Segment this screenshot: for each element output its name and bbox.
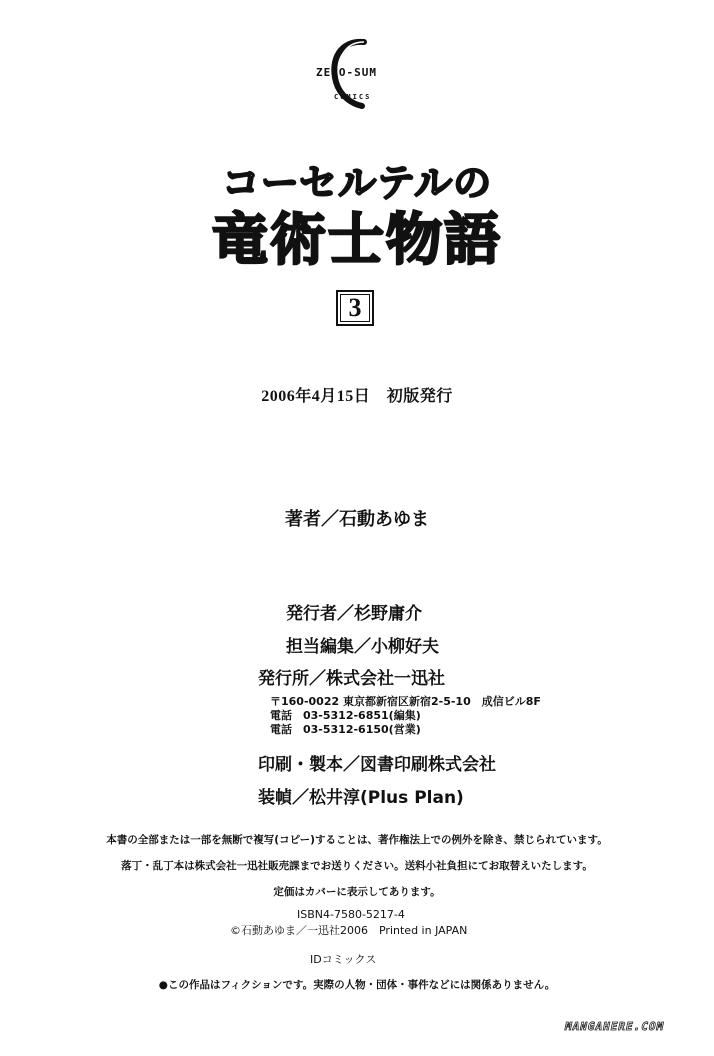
address-tel-editorial: 電話 03-5312-6851(編集) [270,709,421,722]
editor-line: 担当編集／小柳好夫 [286,637,439,657]
logo-c-mark [300,38,410,128]
publish-date: 2006年4月15日 初版発行 [261,388,453,405]
imprint: IDコミックス [310,953,377,966]
price-notice: 定価はカバーに表示してあります。 [273,886,441,898]
title-line-2: 竜術士物語 [212,208,502,273]
title-line-1: コーセルテルの [221,161,493,205]
copyright: ©石動あゆま／一迅社2006 Printed in JAPAN [230,924,468,937]
exchange-notice: 落丁・乱丁本は株式会社一迅社販売課までお送りください。送料小社負担にてお取替えいたします。 [121,860,593,872]
publisher-logo [300,38,410,128]
publisher-company: 発行所／株式会社一迅社 [258,669,445,689]
volume-number: 3 [336,290,374,326]
address-tel-sales: 電話 03-5312-6150(営業) [270,723,421,736]
design-line: 装幀／松井淳(Plus Plan) [258,788,464,808]
publisher-person: 発行者／杉野庸介 [286,604,422,624]
address-postal: 〒160-0022 東京都新宿区新宿2-5-10 成信ビル8F [270,695,541,708]
watermark: MANGAHERE.COM [563,1020,666,1033]
logo-sub: COMICS [334,93,372,101]
fiction-disclaimer: ●この作品はフィクションです。実際の人物・団体・事件などには関係ありません。 [158,979,556,991]
author-line: 著者／石動あゆま [285,509,429,530]
copy-notice: 本書の全部または一部を無断で複写(コピー)することは、著作権法上での例外を除き、禁じられています。 [106,834,608,846]
printing-line: 印刷・製本／図書印刷株式会社 [258,755,496,775]
logo-brand: ZERO-SUM [316,66,377,79]
isbn: ISBN4-7580-5217-4 [297,908,405,921]
